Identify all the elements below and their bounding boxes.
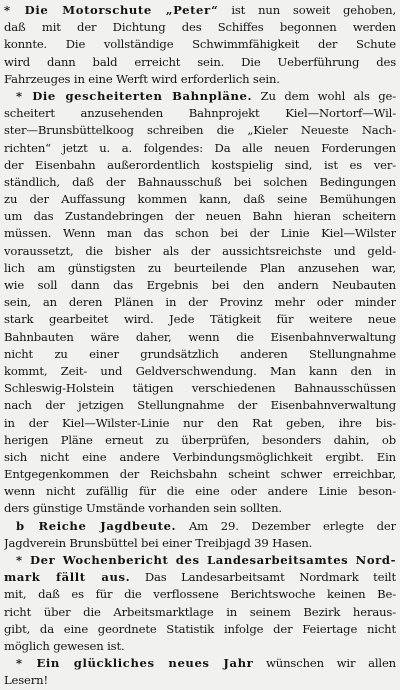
text-line: wenn nicht zufällig für die eine oder andere Linie beson- xyxy=(4,484,396,499)
article-headline: * Die Motorschute „Peter“ xyxy=(4,3,219,17)
article-motorschute xyxy=(4,2,396,88)
text-line: Lesern! xyxy=(4,673,48,688)
text-line: daß mit der Dichtung des Schiffes begonnen werden xyxy=(4,20,396,35)
text-line: Entgegenkommen der Reichsbahn scheint schwer erreichbar, xyxy=(4,467,396,482)
text-line: möglich gewesen ist. xyxy=(4,638,125,653)
text-line: * Ein glückliches neues Jahr wünschen wir allen xyxy=(16,656,396,671)
text-line: mark fällt aus. Das Landesarbeitsamt Nordmark teilt xyxy=(4,570,396,585)
text-line: um das Zustandebringen der neuen Bahn hieran scheitern xyxy=(4,209,396,224)
text-line: ständlich, daß der Bahnausschuß bei solchen Bedingungen xyxy=(4,174,396,189)
text-line: konnte. Die vollständige Schwimmfähigkeit der Schute xyxy=(4,37,396,52)
article-headline-cont: mark fällt aus. xyxy=(4,570,131,585)
text-line: wird dann bald erreicht sein. Die Ueberführung des xyxy=(4,54,396,69)
text-line: gibt, da eine geordnete Statistik infolge der Feiertage nicht xyxy=(4,621,396,636)
article-jagdbeute xyxy=(4,518,396,552)
text-line: ders günstige Umstände vorhanden sein sollten. xyxy=(4,501,282,516)
article-headline: * Die gescheiterten Bahnpläne. xyxy=(16,88,253,103)
text-line: mit, daß es für die verflossene Berichtswoche keinen Be- xyxy=(4,587,396,602)
text-line xyxy=(4,552,396,569)
text-line: * Die Motorschute „Peter“ ist nun soweit gehoben, xyxy=(4,3,396,17)
text-line: nach der jetzigen Stellungnahme der Eisenbahnverwaltung xyxy=(4,398,396,413)
text-line: Fahrzeuges in eine Werft wird erforderlich sein. xyxy=(4,71,280,86)
text-line: nicht zu einer grundsätzlich anderen Stellungnahme xyxy=(4,346,396,361)
article-wochenbericht xyxy=(4,552,396,655)
text-line: in der Kiel—Wilster-Linie nur den Rat geben, ihre bis- xyxy=(4,415,396,430)
text-line: herigen Pläne erneut zu überprüfen, besonders dahin, ob xyxy=(4,432,396,447)
text-line: sich nicht eine andere Verbindungsmöglichkeit ergibt. Ein xyxy=(4,449,396,464)
text-line: b Reiche Jagdbeute. Am 29. Dezember erlegte der xyxy=(16,518,396,533)
text-line: kommt, Zeit- und Geldverschwendung. Man kann den in xyxy=(4,363,396,378)
article-headline: b Reiche Jagdbeute. xyxy=(16,518,177,533)
text-line: wie soll dann das Ergebnis bei den andern Neubauten xyxy=(4,278,396,292)
text-line: richt über die Arbeitsmarktlage in seinem Bezirk heraus- xyxy=(4,604,396,619)
text-line: Jagdverein Brunsbüttel bei einer Treibjagd 39 Hasen. xyxy=(4,535,313,550)
article-neujahr xyxy=(4,655,396,689)
article-headline: * Ein glückliches neues Jahr xyxy=(16,656,254,671)
text-line: Schleswig-Holstein tätigen verschiedenen Bahnausschüssen xyxy=(4,381,396,396)
text-line: * Die gescheiterten Bahnpläne. Zu dem wohl als ge- xyxy=(16,88,396,103)
text-line: müssen. Wenn man das schon bei der Linie Kiel—Wilster xyxy=(4,226,396,241)
text-line: scheitert anzusehenden Bahnprojekt Kiel—Nortorf—Wil- xyxy=(4,106,396,121)
text-line: stark gearbeitet wird. Jede Tätigkeit für weitere neue xyxy=(4,312,396,327)
text-line: voraussetzt, die bisher als der aussichtsreichste und geld- xyxy=(4,243,396,258)
text-line: lich am günstigsten zu beurteilende Plan anzusehen war, xyxy=(4,260,396,275)
text-line: der Eisenbahn außerordentlich kostspielig sind, ist es ver- xyxy=(4,157,396,172)
text-line: sein, an deren Plänen in der Provinz mehr oder minder xyxy=(4,295,396,310)
text-line: richten“ jetzt u. a. folgendes: Da alle neuen Forderungen xyxy=(4,140,396,155)
article-bahnplaene xyxy=(4,88,396,518)
text-line: zu der Auffassung kommen kann, daß seine Bemühungen xyxy=(4,192,396,207)
text-line: ster—Brunsbüttelkoog schreiben die „Kieler Neueste Nach- xyxy=(4,123,396,138)
article-headline: * Der Wochenbericht des Landesarbeitsamtes Nord- xyxy=(16,553,396,567)
text-line: Bahnbauten wäre daher, wenn die Eisenbahnverwaltung xyxy=(4,329,396,344)
